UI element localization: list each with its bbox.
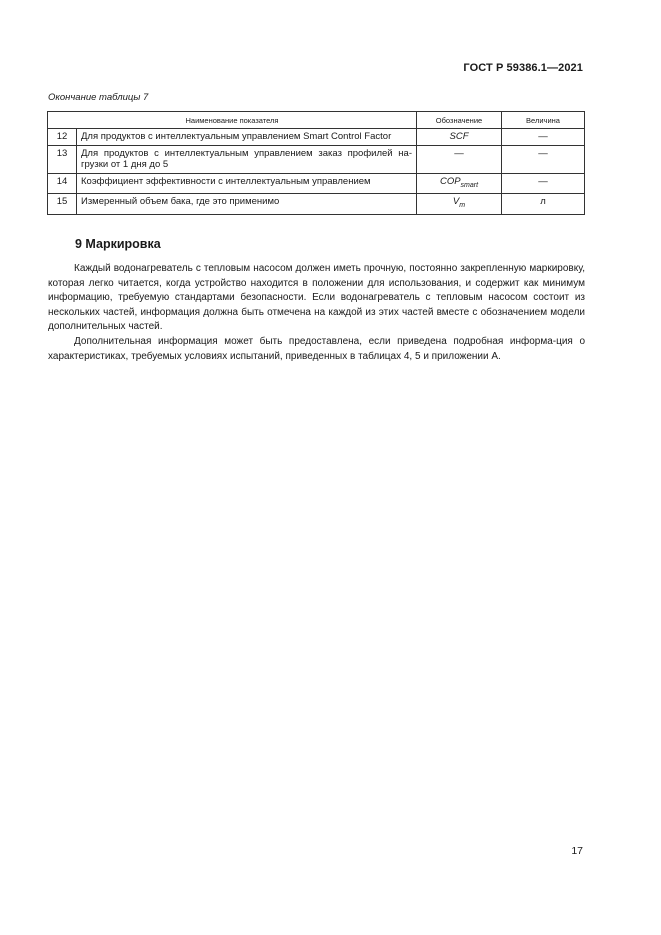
row-number: 13 bbox=[48, 145, 77, 173]
table-row bbox=[48, 173, 585, 194]
row-name: Для продуктов с интеллектуальным управлением Smart Control Factor bbox=[77, 129, 417, 146]
section-title: 9 Маркировка bbox=[75, 237, 161, 251]
symbol-main: COP bbox=[439, 175, 461, 187]
table-header-row bbox=[48, 112, 585, 129]
table-row bbox=[48, 129, 585, 146]
row-symbol bbox=[417, 145, 502, 173]
page-number: 17 bbox=[571, 845, 583, 857]
paragraph: Каждый водонагреватель с тепловым насосом должен иметь прочную, постоянно закрепленную маркировку, которая легко читается, когда устройство находится в положении для использования, и содержит как минимум информацию, требуемую стандартами безопасности. Если водонагреватель с тепловым насосом состоит из нескольких частей, информация должна быть отмечена на каждой из этих частей вместе с обозначением модели дополнительных частей. bbox=[48, 263, 585, 333]
row-name: Для продуктов с интеллектуальным управлением заказ профилей на-грузки от 1 дня до 5 bbox=[77, 145, 417, 173]
table-caption: Окончание таблицы 7 bbox=[48, 92, 149, 103]
row-number: 12 bbox=[48, 129, 77, 146]
row-number: 15 bbox=[48, 194, 77, 215]
row-symbol bbox=[417, 129, 502, 146]
row-name: Коэффициент эффективности с интеллектуальным управлением bbox=[77, 173, 417, 194]
row-value: л bbox=[502, 194, 585, 215]
row-value: — bbox=[502, 173, 585, 194]
column-header-symbol: Обозначение bbox=[417, 112, 502, 129]
row-value: — bbox=[502, 145, 585, 173]
row-name: Измеренный объем бака, где это применимо bbox=[77, 194, 417, 215]
column-header-name: Наименование показателя bbox=[48, 112, 417, 129]
symbol-main: V bbox=[452, 196, 460, 207]
table-row bbox=[48, 194, 585, 215]
paragraph: Дополнительная информация может быть предоставлена, если приведена подробная информа-ция о характеристиках, требуемых условиях испытаний, приведенных в таблицах 4, 5 и приложении А. bbox=[48, 335, 585, 362]
document-id: ГОСТ Р 59386.1—2021 bbox=[463, 62, 583, 74]
column-header-value: Величина bbox=[502, 112, 585, 129]
row-number: 14 bbox=[48, 173, 77, 194]
symbol-main: SCF bbox=[449, 131, 469, 142]
section-body bbox=[48, 262, 585, 364]
indicator-table bbox=[47, 111, 585, 215]
row-symbol bbox=[417, 194, 502, 215]
symbol-subscript: smart bbox=[460, 181, 479, 189]
table-row bbox=[48, 145, 585, 173]
row-symbol bbox=[417, 173, 502, 194]
symbol-main: — bbox=[454, 147, 464, 159]
symbol-subscript: m bbox=[459, 202, 466, 209]
row-value: — bbox=[502, 129, 585, 146]
